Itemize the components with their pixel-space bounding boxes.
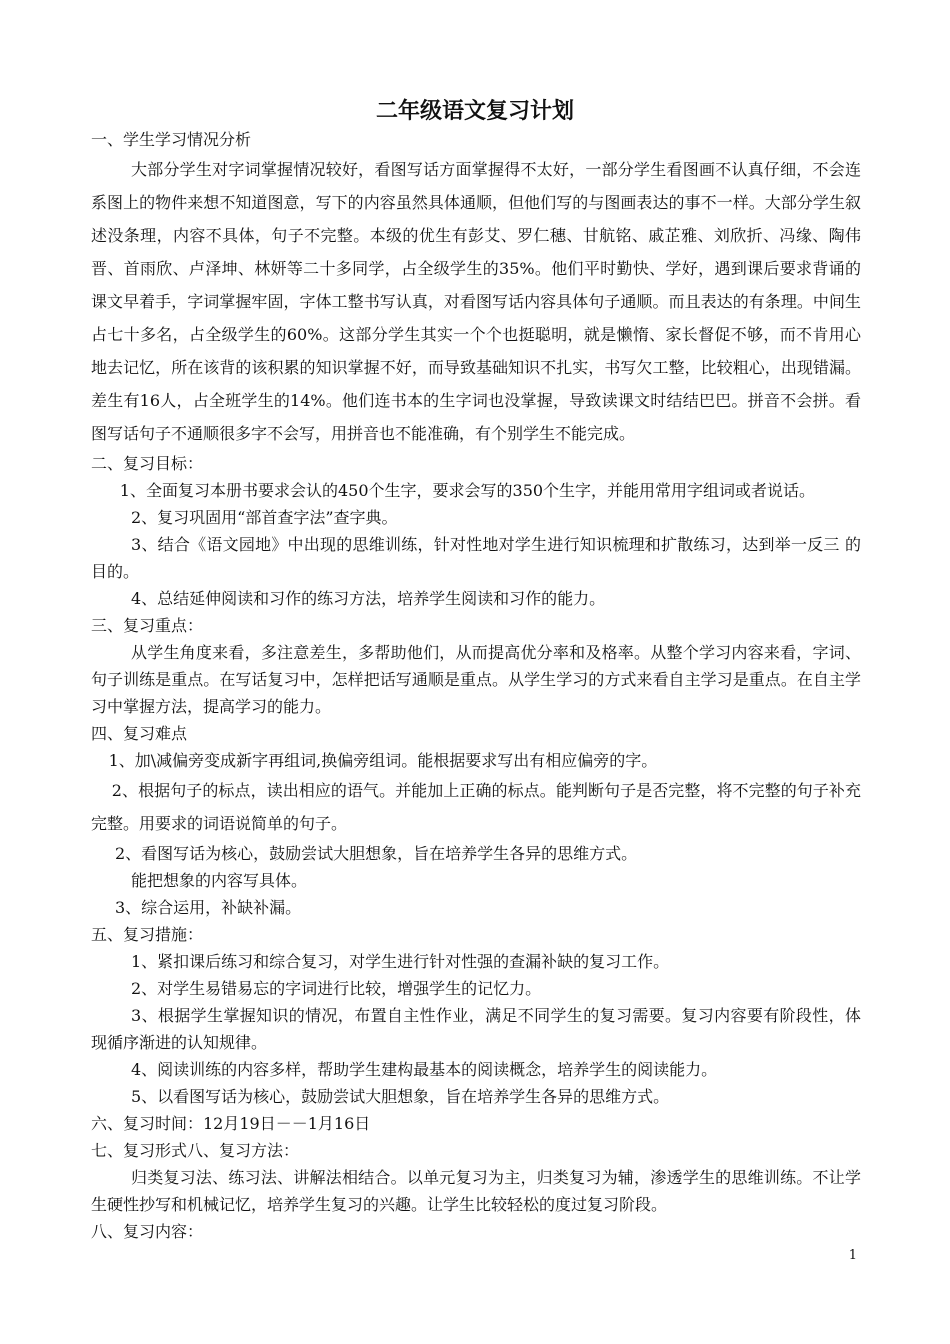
section-heading-1: 一、学生学习情况分析 bbox=[91, 130, 252, 149]
goal-item-3: 3、结合《语文园地》中出现的思维训练，针对性地对学生进行知识梳理和扩散练习，达到举一反三 的目的。 bbox=[91, 535, 861, 581]
difficulty-item-3: 2、看图写话为核心，鼓励尝试大胆想象，旨在培养学生各异的思维方式。 bbox=[115, 844, 638, 863]
paragraph-analysis: 大部分学生对字词掌握情况较好，看图写话方面掌握得不太好，一部分学生看图画不认真仔细，不会连系图上的物件来想不知道图意，写下的内容虽然具体通顺，但他们写的与图画表达的事不一样。大部分学生叙述没条理，内容不具体，句子不完整。本级的优生有彭艾、罗仁穗、甘航铭、戚芷雅、刘欣折、冯缘、陶伟晋、首雨欣、卢泽坤、林妍等二十多同学，占全级学生的35%。他们平时勤快、学好，遇到课后要求背诵的课文早着手，字词掌握牢固，字体工整书写认真，对看图写话内容具体句子通顺。而且表达的有条理。中间生占七十多名，占全级学生的60%。这部分学生其实一个个也挺聪明，就是懒惰、家长督促不够，而不肯用心地去记忆，所在该背的该积累的知识掌握不好，而导致基础知识不扎实，书写欠工整，比较粗心，出现错漏。差生有16人，占全班学生的14%。他们连书本的生字词也没掌握，导致读课文时结结巴巴。拼音不会拼。看图写话句子不通顺很多字不会写，用拼音也不能准确，有个别学生不能完成。 bbox=[91, 160, 861, 443]
page-number: 1 bbox=[848, 1248, 857, 1263]
goal-item-1: 1、全面复习本册书要求会认的450个生字，要求会写的350个生字，并能用常用字组词或者说话。 bbox=[119, 481, 816, 500]
measure-item-4: 4、阅读训练的内容多样，帮助学生建构最基本的阅读概念，培养学生的阅读能力。 bbox=[131, 1060, 718, 1079]
section-heading-5: 五、复习措施： bbox=[91, 925, 204, 944]
document-title: 二年级语文复习计划 bbox=[375, 98, 574, 124]
goal-item-4: 4、总结延伸阅读和习作的练习方法，培养学生阅读和习作的能力。 bbox=[131, 589, 606, 608]
difficulty-item-4: 能把想象的内容写具体。 bbox=[131, 871, 308, 890]
difficulty-item-1: 1、加\减偏旁变成新字再组词,换偏旁组词。能根据要求写出有相应偏旁的字。 bbox=[108, 751, 658, 770]
difficulty-item-2: 2、根据句子的标点，读出相应的语气。并能加上正确的标点。能判断句子是否完整，将不完整的句子补充完整。用要求的词语说简单的句子。 bbox=[91, 781, 861, 833]
measure-item-3: 3、根据学生掌握知识的情况，布置自主性作业，满足不同学生的复习需要。复习内容要有阶段性，体现循序渐进的认知规律。 bbox=[91, 1006, 861, 1052]
document-body bbox=[91, 126, 861, 1245]
section-heading-2: 二、复习目标： bbox=[91, 454, 204, 473]
measure-item-2: 2、对学生易错易忘的字词进行比较，增强学生的记忆力。 bbox=[131, 979, 542, 998]
section-heading-7: 七、复习形式八、复习方法： bbox=[91, 1141, 300, 1160]
paragraph-methods: 归类复习法、练习法、讲解法相结合。以单元复习为主，归类复习为辅，渗透学生的思维训练。不让学生硬性抄写和机械记忆，培养学生复习的兴趣。让学生比较轻松的度过复习阶段。 bbox=[91, 1168, 861, 1214]
section-heading-6: 六、复习时间：12月19日－－1月16日 bbox=[91, 1114, 371, 1133]
section-heading-4: 四、复习难点 bbox=[91, 724, 188, 743]
paragraph-key-points: 从学生角度来看，多注意差生，多帮助他们，从而提高优分率和及格率。从整个学习内容来看，字词、句子训练是重点。在写话复习中，怎样把话写通顺是重点。从学生学习的方式来看自主学习是重点。在自主学习中掌握方法，提高学习的能力。 bbox=[91, 643, 861, 716]
section-heading-3: 三、复习重点： bbox=[91, 616, 204, 635]
difficulty-item-5: 3、综合运用，补缺补漏。 bbox=[115, 898, 302, 917]
measure-item-1: 1、紧扣课后练习和综合复习，对学生进行针对性强的查漏补缺的复习工作。 bbox=[131, 952, 670, 971]
section-heading-8: 八、复习内容： bbox=[91, 1222, 204, 1241]
measure-item-5: 5、以看图写话为核心，鼓励尝试大胆想象，旨在培养学生各异的思维方式。 bbox=[131, 1087, 670, 1106]
goal-item-2: 2、复习巩固用“部首查字法”查字典。 bbox=[131, 508, 398, 527]
